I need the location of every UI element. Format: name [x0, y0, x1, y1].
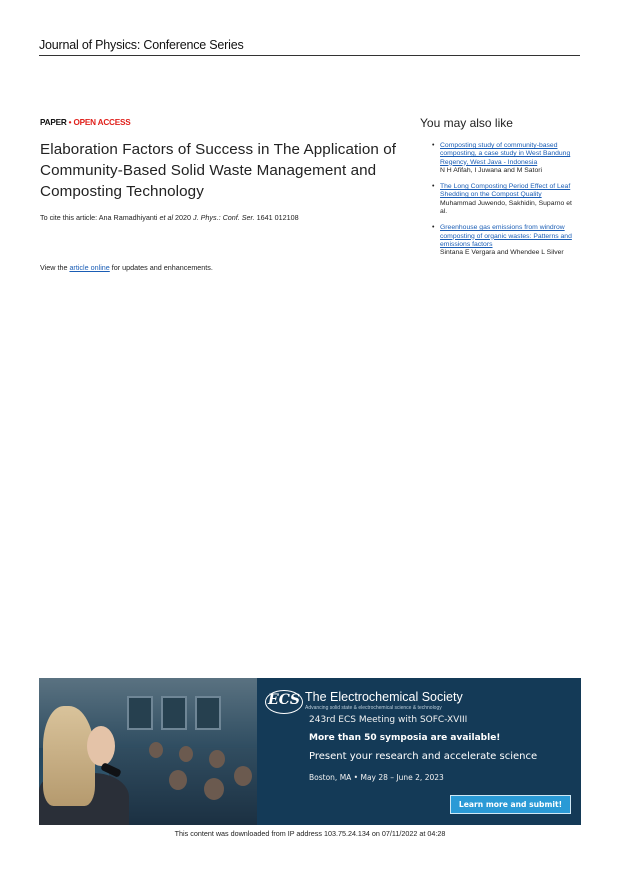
journal-header	[39, 38, 580, 52]
related-articles	[420, 116, 590, 266]
citation-line	[40, 213, 299, 222]
article-online-link[interactable]: article online	[69, 263, 110, 272]
cite-journal: J. Phys.: Conf. Ser.	[193, 213, 255, 222]
related-article-link[interactable]: Greenhouse gas emissions from windrow composting of organic wastes: Patterns and emissions factors	[440, 224, 572, 248]
related-item	[420, 142, 590, 175]
society-name: The Electrochemical Society	[305, 690, 463, 704]
present-text: Present your research and accelerate science	[309, 751, 538, 762]
meeting-title: 243rd ECS Meeting with SOFC-XVIII	[309, 715, 468, 725]
ad-content	[265, 678, 575, 825]
view-suffix: for updates and enhancements.	[109, 263, 213, 272]
ecs-advertisement-banner[interactable]	[39, 678, 581, 825]
related-article-link[interactable]: Composting study of community-based composting, a case study in West Bandung Regency, West Java - Indonesia	[440, 142, 571, 166]
bullet-icon: •	[432, 142, 435, 149]
cite-prefix: To cite this article: Ana Ramadhiyanti	[40, 213, 160, 222]
article-title: Elaboration Factors of Success in The Application of Community-Based Solid Waste Management and Composting Technology	[40, 141, 397, 200]
cite-ref: 1641 012108	[254, 213, 299, 222]
view-prefix: View the	[40, 263, 70, 272]
related-authors: N H Afifah, I Juwana and M Satori	[440, 166, 543, 174]
related-item	[420, 183, 590, 216]
download-notice: This content was downloaded from IP address 103.75.24.134 on 07/11/2022 at 04:28	[174, 829, 446, 838]
related-item	[420, 224, 590, 257]
location-dates: Boston, MA • May 28 – June 2, 2023	[309, 773, 444, 782]
journal-title: Journal of Physics: Conference Series	[39, 38, 244, 52]
article-type	[40, 118, 131, 127]
paper-label: PAPER	[40, 118, 67, 127]
related-heading: You may also like	[420, 116, 513, 130]
symposia-text: More than 50 symposia are available!	[309, 733, 501, 743]
header-rule	[39, 55, 580, 56]
conference-speaker-photo	[39, 678, 257, 825]
separator-dot: •	[66, 118, 74, 127]
society-tagline: Advancing solid state & electrochemical science & technology	[305, 705, 442, 711]
open-access-label: OPEN ACCESS	[73, 118, 131, 127]
ecs-logo	[265, 690, 303, 714]
learn-more-button[interactable]: Learn more and submit!	[450, 795, 571, 814]
related-article-link[interactable]: The Long Composting Period Effect of Leaf Shedding on the Compost Quality	[440, 183, 571, 199]
related-authors: Muhammad Juwendo, Sakhidin, Suparno et al.	[440, 199, 572, 216]
cite-etal: et al	[159, 213, 174, 222]
view-online-line	[40, 263, 213, 272]
related-authors: Sintana E Vergara and Whendee L Silver	[440, 249, 564, 257]
logo-text: ECS	[268, 692, 300, 708]
bullet-icon: •	[432, 183, 435, 191]
cite-year: 2020	[173, 213, 194, 222]
bullet-icon: •	[432, 224, 435, 232]
